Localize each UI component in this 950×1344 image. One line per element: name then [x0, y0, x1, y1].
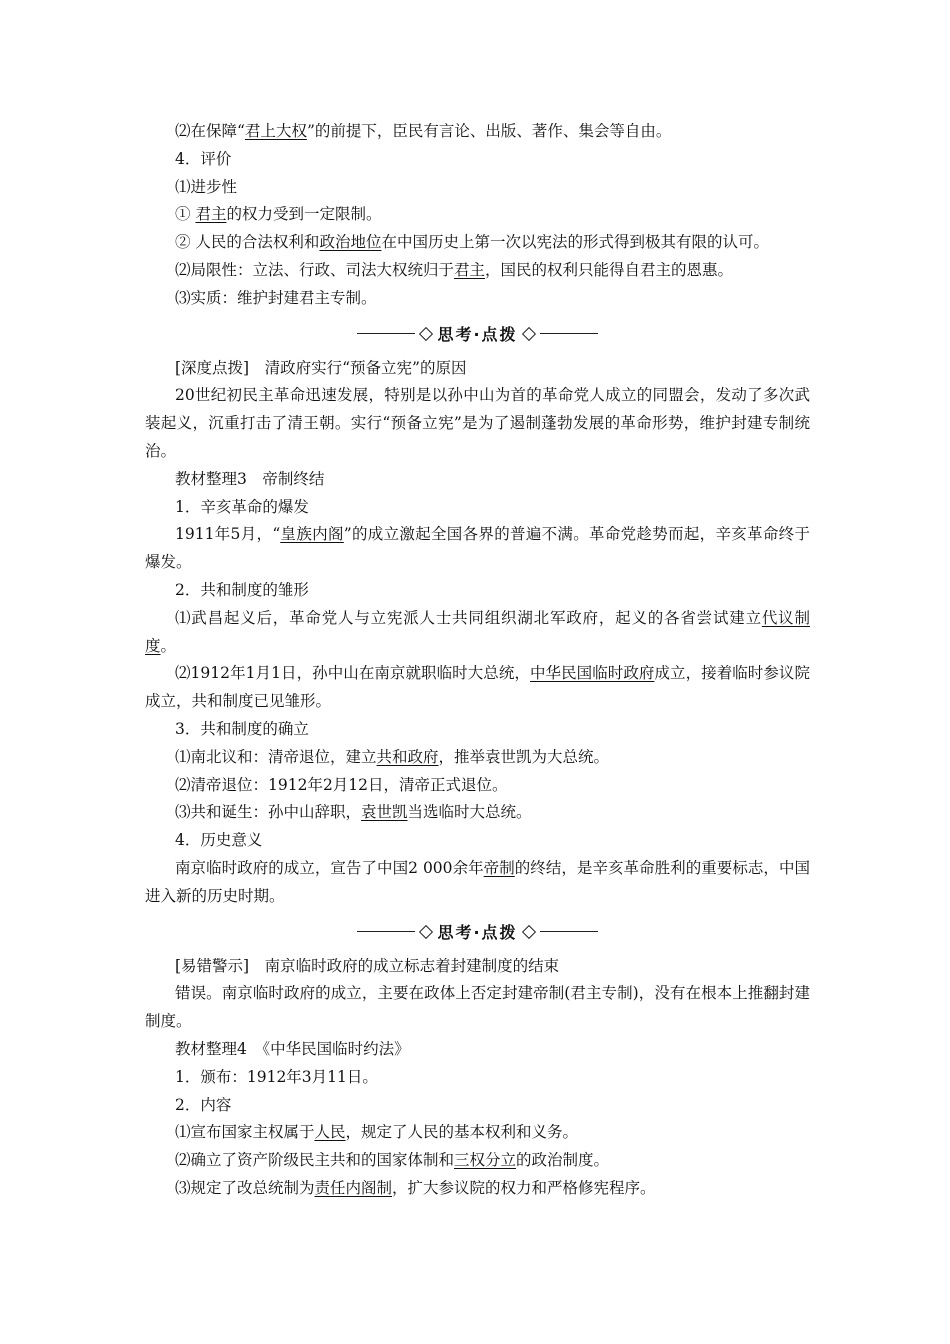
- text: ”的前提下，臣民有言论、出版、著作、集会等自由。: [306, 122, 672, 140]
- text-line: 4．评价: [175, 149, 232, 168]
- text: 的政治制度。: [516, 1151, 610, 1170]
- text-line: [145, 744, 810, 772]
- text: 。: [160, 636, 177, 655]
- text-line: ⑵清帝退位：1912年2月12日，清帝正式退位。: [175, 775, 508, 794]
- text-line: 2．内容: [175, 1095, 232, 1114]
- text: ⑶规定了改总统制为: [175, 1178, 315, 1197]
- paragraph: 错误。南京临时政府的成立，主要在政体上否定封建帝制(君主专制)，没有在根本上推翻封建制度。: [145, 984, 810, 1031]
- text: 1911年5月，“: [175, 525, 281, 544]
- divider-title: 思考·点拨: [437, 923, 518, 943]
- text: 的权力受到一定限制。: [226, 205, 382, 224]
- text: ⑴武昌起义后，革命党人与立宪派人士共同组织湖北军政府，起义的各省尝试建立: [175, 608, 762, 627]
- underlined-term: 三权分立: [454, 1151, 517, 1170]
- underlined-term: 人民: [314, 1123, 346, 1142]
- text-line: [145, 1147, 810, 1175]
- text: ⑵局限性：立法、行政、司法大权统归于: [175, 260, 455, 279]
- text: ② 人民的合法权利和: [175, 233, 320, 252]
- text: ，规定了人民的基本权利和义务。: [345, 1123, 579, 1142]
- section-heading: 教材整理3 帝制终结: [175, 469, 325, 488]
- divider-rule: [357, 931, 415, 932]
- underlined-term: 帝制: [483, 858, 515, 877]
- text: 的终结，是辛亥革命胜利的重要标志，中国进入新的历史时期。: [145, 858, 810, 905]
- think-divider: [145, 313, 810, 355]
- text-line: ⑴进步性: [175, 177, 238, 196]
- diamond-icon: [419, 327, 433, 341]
- text: ⑶共和诞生：孙中山辞职，: [175, 803, 362, 822]
- text: ，国民的权利只能得自君主的恩惠。: [485, 260, 734, 279]
- diamond-icon: [419, 924, 433, 938]
- text-line: [145, 201, 810, 229]
- text-line: [145, 229, 810, 257]
- text-line: 4．历史意义: [175, 831, 263, 850]
- underlined-term: 政治地位: [319, 233, 382, 252]
- paragraph: [145, 605, 810, 661]
- section-heading: 教材整理4 《中华民国临时约法》: [175, 1039, 410, 1058]
- text-line: [145, 799, 810, 827]
- text-line: [145, 257, 810, 285]
- text-line: 3．共和制度的确立: [175, 719, 309, 738]
- underlined-term: 代议制度: [145, 608, 810, 655]
- text: ⑴南北议和：清帝退位，建立: [175, 747, 377, 766]
- text: ，推举袁世凯为大总统。: [438, 747, 610, 766]
- text-line: [145, 118, 810, 146]
- paragraph: [145, 660, 810, 716]
- text: ，扩大参议院的权力和严格修宪程序。: [392, 1178, 656, 1197]
- text: ”的成立激起全国各界的普遍不满。革命党趁势而起，辛亥革命终于爆发。: [145, 525, 810, 572]
- text: 南京临时政府的成立，宣告了中国2 000余年: [175, 858, 484, 877]
- text-line: [易错警示] 南京临时政府的成立标志着封建制度的结束: [175, 956, 560, 975]
- text: ⑵1912年1月1日，孙中山在南京就职临时大总统，: [175, 664, 530, 683]
- underlined-term: 君主: [195, 205, 227, 224]
- paragraph: 20世纪初民主革命迅速发展，特别是以孙中山为首的革命党人成立的同盟会，发动了多次武装起义，沉重打击了清王朝。实行“预备立宪”是为了遏制蓬勃发展的革命形势，维护封建专制统治。: [145, 386, 810, 460]
- text: 成立，接着临时参议院成立，共和制度已见雏形。: [145, 664, 810, 711]
- underlined-term: 共和政府: [376, 747, 439, 766]
- text: 当选临时大总统。: [407, 803, 532, 822]
- text-line: 2．共和制度的雏形: [175, 580, 309, 599]
- divider-rule: [357, 333, 415, 334]
- document-page: [145, 118, 810, 1203]
- divider-title: 思考·点拨: [437, 325, 518, 345]
- underlined-term: 袁世凯: [361, 803, 408, 822]
- text: ⑵确立了资产阶级民主共和的国家体制和: [175, 1151, 455, 1170]
- text-line: 1．辛亥革命的爆发: [175, 497, 309, 516]
- underlined-term: 君主: [454, 260, 486, 279]
- divider-rule: [540, 931, 598, 932]
- underlined-term: 责任内阁制: [314, 1178, 393, 1197]
- think-divider: [145, 911, 810, 953]
- text-line: 1．颁布：1912年3月11日。: [175, 1067, 378, 1086]
- divider-rule: [540, 333, 598, 334]
- underlined-term: 中华民国临时政府: [529, 664, 655, 683]
- diamond-icon: [521, 924, 535, 938]
- text: ①: [175, 205, 196, 224]
- paragraph: [145, 521, 810, 577]
- text-line: [145, 1175, 810, 1203]
- underlined-term: 君上大权: [244, 122, 307, 140]
- text: ⑴宣布国家主权属于: [175, 1123, 315, 1142]
- text-line: ⑶实质：维护封建君主专制。: [175, 288, 377, 307]
- diamond-icon: [521, 327, 535, 341]
- text: ⑵在保障“: [175, 122, 245, 140]
- text: 在中国历史上第一次以宪法的形式得到极其有限的认可。: [381, 233, 769, 252]
- underlined-term: 皇族内阁: [280, 525, 344, 544]
- text-line: [深度点拨] 清政府实行“预备立宪”的原因: [175, 358, 467, 377]
- text-line: [145, 1119, 810, 1147]
- paragraph: [145, 855, 810, 911]
